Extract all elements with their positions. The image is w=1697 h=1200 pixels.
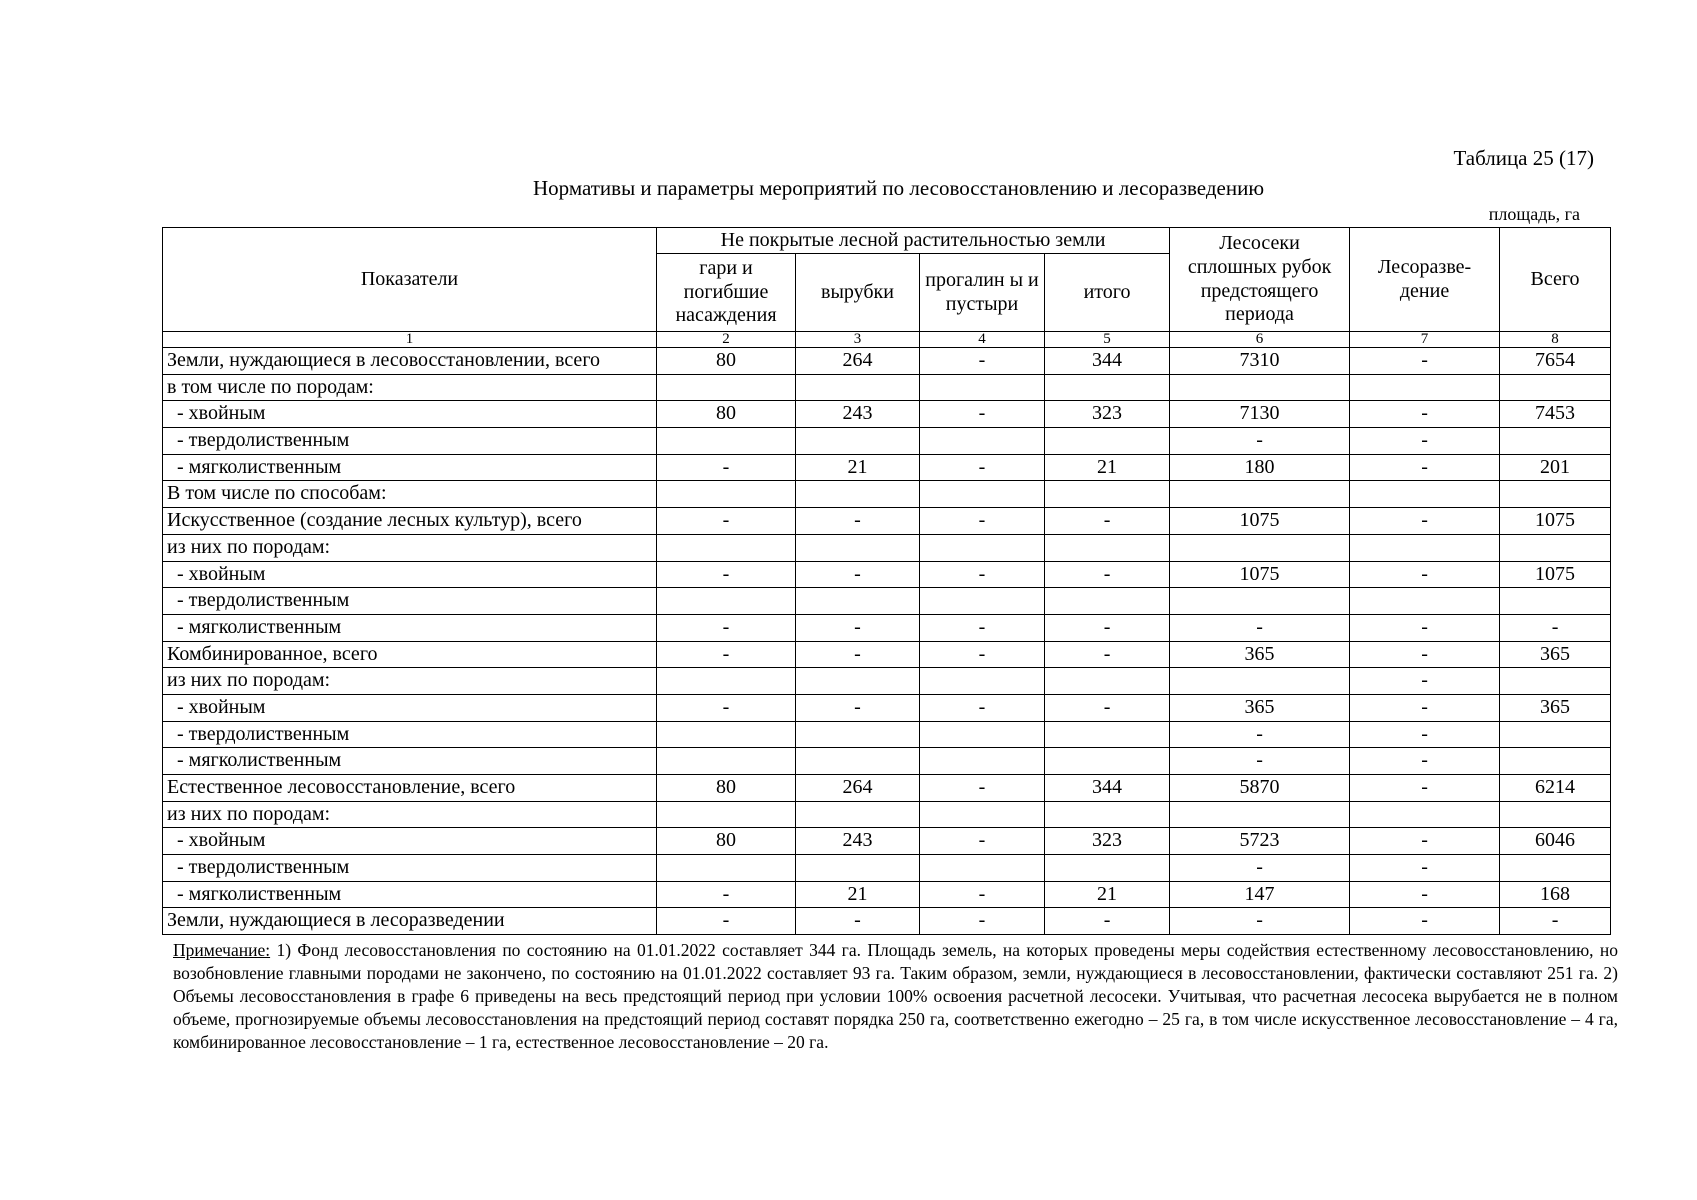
table-cell (1500, 668, 1611, 695)
table-cell: 21 (1045, 454, 1170, 481)
row-label: из них по породам: (163, 801, 657, 828)
table-cell (796, 428, 920, 455)
note (173, 939, 1618, 1054)
table-cell (657, 748, 796, 775)
table-cell: - (920, 881, 1045, 908)
table-cell: - (1350, 454, 1500, 481)
table-cell (1045, 588, 1170, 615)
table-row (163, 481, 1611, 508)
table-cell: - (1350, 668, 1500, 695)
table-cell (1500, 748, 1611, 775)
table-cell: 7130 (1170, 401, 1350, 428)
table-cell: 5870 (1170, 775, 1350, 802)
table-cell: - (1500, 614, 1611, 641)
row-label: Земли, нуждающиеся в лесоразведении (163, 908, 657, 935)
column-number: 8 (1500, 332, 1611, 348)
table-cell: - (1350, 775, 1500, 802)
header-total: Всего (1500, 228, 1611, 332)
header-cutting-areas: Лесосеки сплошных рубок предстоящего периода (1170, 228, 1350, 332)
table-cell (1045, 534, 1170, 561)
table-cell: - (1170, 428, 1350, 455)
table-row (163, 828, 1611, 855)
table-cell: - (1350, 855, 1500, 882)
table-row (163, 694, 1611, 721)
table-cell (1350, 588, 1500, 615)
table-cell: - (1350, 881, 1500, 908)
row-label: из них по породам: (163, 668, 657, 695)
row-label: - твердолиственным (163, 588, 657, 615)
table-cell: - (1170, 721, 1350, 748)
table-cell (1500, 721, 1611, 748)
table-cell: - (920, 508, 1045, 535)
table-cell (920, 801, 1045, 828)
table-row (163, 881, 1611, 908)
table-cell: - (1500, 908, 1611, 935)
table-cell: 80 (657, 828, 796, 855)
row-label: в том числе по породам: (163, 374, 657, 401)
column-number: 2 (657, 332, 796, 348)
row-label: - твердолиственным (163, 855, 657, 882)
table-cell (657, 855, 796, 882)
table-cell (920, 668, 1045, 695)
table-cell: 5723 (1170, 828, 1350, 855)
header-afforestation: Лесоразве-дение (1350, 228, 1500, 332)
table-cell: 344 (1045, 775, 1170, 802)
table-body (163, 348, 1611, 935)
table-cell: - (657, 561, 796, 588)
table-row (163, 908, 1611, 935)
table-cell: 21 (796, 881, 920, 908)
table-cell: 323 (1045, 401, 1170, 428)
table-cell (796, 374, 920, 401)
table-cell: 6214 (1500, 775, 1611, 802)
table-cell (1045, 801, 1170, 828)
table-row (163, 428, 1611, 455)
table-cell: - (1045, 614, 1170, 641)
header-clearings: вырубки (796, 254, 920, 332)
row-label: - хвойным (163, 401, 657, 428)
table-cell: 1075 (1500, 561, 1611, 588)
row-label: Земли, нуждающиеся в лесовосстановлении, всего (163, 348, 657, 375)
table-cell (657, 588, 796, 615)
column-number: 6 (1170, 332, 1350, 348)
table-cell (920, 481, 1045, 508)
table-cell (1500, 428, 1611, 455)
table-cell (1045, 748, 1170, 775)
table-cell: - (1350, 721, 1500, 748)
table-cell: - (1350, 428, 1500, 455)
table-cell: 201 (1500, 454, 1611, 481)
header-indicators: Показатели (163, 228, 657, 332)
table-cell: 6046 (1500, 828, 1611, 855)
table-cell: - (1350, 561, 1500, 588)
table-cell: - (657, 454, 796, 481)
table-cell (657, 374, 796, 401)
row-label: Искусственное (создание лесных культур), всего (163, 508, 657, 535)
forest-restoration-table (162, 227, 1611, 935)
table-title: Нормативы и параметры мероприятий по лесовосстановлению и лесоразведению (532, 176, 1265, 200)
table-cell: 21 (796, 454, 920, 481)
table-row (163, 748, 1611, 775)
table-cell (920, 428, 1045, 455)
table-cell: 323 (1045, 828, 1170, 855)
table-row (163, 508, 1611, 535)
row-label: - мягколиственным (163, 454, 657, 481)
table-cell: - (920, 561, 1045, 588)
table-row (163, 801, 1611, 828)
table-cell: - (1350, 641, 1500, 668)
table-cell (1170, 374, 1350, 401)
table-row (163, 348, 1611, 375)
table-cell: - (1350, 508, 1500, 535)
table-cell (1045, 855, 1170, 882)
row-label: - мягколиственным (163, 614, 657, 641)
column-number: 7 (1350, 332, 1500, 348)
table-cell (1500, 534, 1611, 561)
row-label: - твердолиственным (163, 721, 657, 748)
table-cell: - (1170, 908, 1350, 935)
table-cell: - (920, 828, 1045, 855)
table-cell: - (1350, 908, 1500, 935)
table-cell (796, 668, 920, 695)
table-cell: 80 (657, 775, 796, 802)
header-glades: прогалин ы и пустыри (920, 254, 1045, 332)
table-cell: - (796, 508, 920, 535)
table-row (163, 454, 1611, 481)
table-cell: - (657, 508, 796, 535)
table-cell: - (796, 694, 920, 721)
table-cell (1350, 534, 1500, 561)
table-cell: 365 (1500, 641, 1611, 668)
table-cell: - (1045, 508, 1170, 535)
table-cell: - (1045, 694, 1170, 721)
table-cell: 365 (1170, 694, 1350, 721)
table-cell (1045, 668, 1170, 695)
note-label: Примечание: (173, 940, 271, 960)
table-cell: 7310 (1170, 348, 1350, 375)
table-cell: 1075 (1170, 508, 1350, 535)
table-cell: - (1170, 614, 1350, 641)
table-cell (657, 428, 796, 455)
table-cell: 7453 (1500, 401, 1611, 428)
table-cell: - (796, 908, 920, 935)
table-row (163, 614, 1611, 641)
table-cell: - (796, 641, 920, 668)
table-row (163, 534, 1611, 561)
table-cell: - (1350, 614, 1500, 641)
table-cell (1350, 481, 1500, 508)
row-label: - хвойным (163, 694, 657, 721)
table-cell: - (657, 881, 796, 908)
table-cell: 264 (796, 775, 920, 802)
table-number: Таблица 25 (17) (1453, 146, 1594, 170)
column-number: 3 (796, 332, 920, 348)
table-cell: 80 (657, 348, 796, 375)
table-cell: 243 (796, 401, 920, 428)
table-cell (920, 534, 1045, 561)
row-label: Естественное лесовосстановление, всего (163, 775, 657, 802)
row-label: - твердолиственным (163, 428, 657, 455)
table-cell: - (796, 561, 920, 588)
table-cell: - (657, 908, 796, 935)
table-cell (796, 534, 920, 561)
table-cell: 180 (1170, 454, 1350, 481)
table-cell (1045, 428, 1170, 455)
table-cell: - (920, 908, 1045, 935)
table-cell: 80 (657, 401, 796, 428)
header-burned: гари и погибшие насаждения (657, 254, 796, 332)
table-row (163, 374, 1611, 401)
table-cell (1500, 855, 1611, 882)
table-cell (796, 801, 920, 828)
table-cell: 344 (1045, 348, 1170, 375)
table-cell: - (920, 641, 1045, 668)
row-label: В том числе по способам: (163, 481, 657, 508)
header-uncovered-lands: Не покрытые лесной растительностью земли (657, 228, 1170, 254)
table-cell (1045, 481, 1170, 508)
table-cell: - (1350, 748, 1500, 775)
row-label: из них по породам: (163, 534, 657, 561)
table-cell: - (657, 641, 796, 668)
table-cell (1170, 668, 1350, 695)
table-cell: - (1045, 908, 1170, 935)
table-row (163, 775, 1611, 802)
table-cell (657, 534, 796, 561)
table-cell (1500, 801, 1611, 828)
table-cell: 243 (796, 828, 920, 855)
table-cell: 168 (1500, 881, 1611, 908)
column-number: 1 (163, 332, 657, 348)
table-cell: - (657, 614, 796, 641)
table-row (163, 668, 1611, 695)
table-cell (796, 855, 920, 882)
table-cell (920, 588, 1045, 615)
table-cell (1170, 588, 1350, 615)
table-cell (1350, 801, 1500, 828)
table-cell: - (1045, 641, 1170, 668)
header-subtotal: итого (1045, 254, 1170, 332)
table-cell: 365 (1170, 641, 1350, 668)
table-cell (920, 721, 1045, 748)
table-cell (920, 855, 1045, 882)
table-cell (796, 481, 920, 508)
table-cell: - (1350, 828, 1500, 855)
table-cell (796, 748, 920, 775)
table-cell: - (920, 401, 1045, 428)
table-cell: - (1350, 348, 1500, 375)
table-cell: 264 (796, 348, 920, 375)
table-cell (1170, 801, 1350, 828)
table-cell: - (920, 694, 1045, 721)
table-cell: - (1170, 855, 1350, 882)
table-cell: 365 (1500, 694, 1611, 721)
table-cell (657, 481, 796, 508)
column-number-row (163, 332, 1611, 348)
row-label: - хвойным (163, 561, 657, 588)
table-cell: - (1170, 748, 1350, 775)
table-cell (1170, 534, 1350, 561)
table-cell: - (1350, 694, 1500, 721)
table-cell: - (920, 454, 1045, 481)
table-cell (1045, 721, 1170, 748)
table-cell: - (796, 614, 920, 641)
table-cell (1500, 374, 1611, 401)
table-row (163, 561, 1611, 588)
table-cell: - (657, 694, 796, 721)
table-cell (796, 721, 920, 748)
table-cell: 147 (1170, 881, 1350, 908)
table-cell: - (920, 775, 1045, 802)
table-row (163, 641, 1611, 668)
table-cell (657, 668, 796, 695)
row-label: Комбинированное, всего (163, 641, 657, 668)
table-cell: - (920, 614, 1045, 641)
table-cell (1500, 481, 1611, 508)
table-row (163, 588, 1611, 615)
table-row (163, 721, 1611, 748)
table-cell (1500, 588, 1611, 615)
table-cell (657, 721, 796, 748)
table-cell (1045, 374, 1170, 401)
table-cell: 7654 (1500, 348, 1611, 375)
table-cell (657, 801, 796, 828)
row-label: - мягколиственным (163, 881, 657, 908)
note-text: 1) Фонд лесовосстановления по состоянию на 01.01.2022 составляет 344 га. Площадь земель, на которых проведены меры содействия естественному лесовосстановлению, но возобновление главными породами не закончено, по состоянию на 01.01.2022 составляет 93 га. Таким образом, земли, нуждающиеся в лесовосстановлении, фактически составляют 251 га. 2) Объемы лесовосстановления в графе 6 приведены на весь предстоящий период при условии 100% освоения расчетной лесосеки. Учитывая, что расчетная лесосека вырубается не в полном объеме, прогнозируемые объемы лесовосстановления на предстоящий период составят порядка 250 га, соответственно ежегодно – 25 га, в том числе искусственное лесовосстановление – 4 га, комбинированное лесовосстановление – 1 га, естественное лесовосстановление – 20 га. (173, 940, 1618, 1052)
table-cell (1350, 374, 1500, 401)
column-number: 5 (1045, 332, 1170, 348)
table-cell: - (1045, 561, 1170, 588)
table-cell: 1075 (1500, 508, 1611, 535)
table-row (163, 855, 1611, 882)
table-cell (796, 588, 920, 615)
column-number: 4 (920, 332, 1045, 348)
table-cell: 1075 (1170, 561, 1350, 588)
table-cell: - (920, 348, 1045, 375)
table-row (163, 401, 1611, 428)
table-cell (920, 374, 1045, 401)
row-label: - хвойным (163, 828, 657, 855)
table-cell (920, 748, 1045, 775)
unit-label: площадь, га (1488, 204, 1580, 224)
table-cell: 21 (1045, 881, 1170, 908)
table-cell (1170, 481, 1350, 508)
row-label: - мягколиственным (163, 748, 657, 775)
table-cell: - (1350, 401, 1500, 428)
